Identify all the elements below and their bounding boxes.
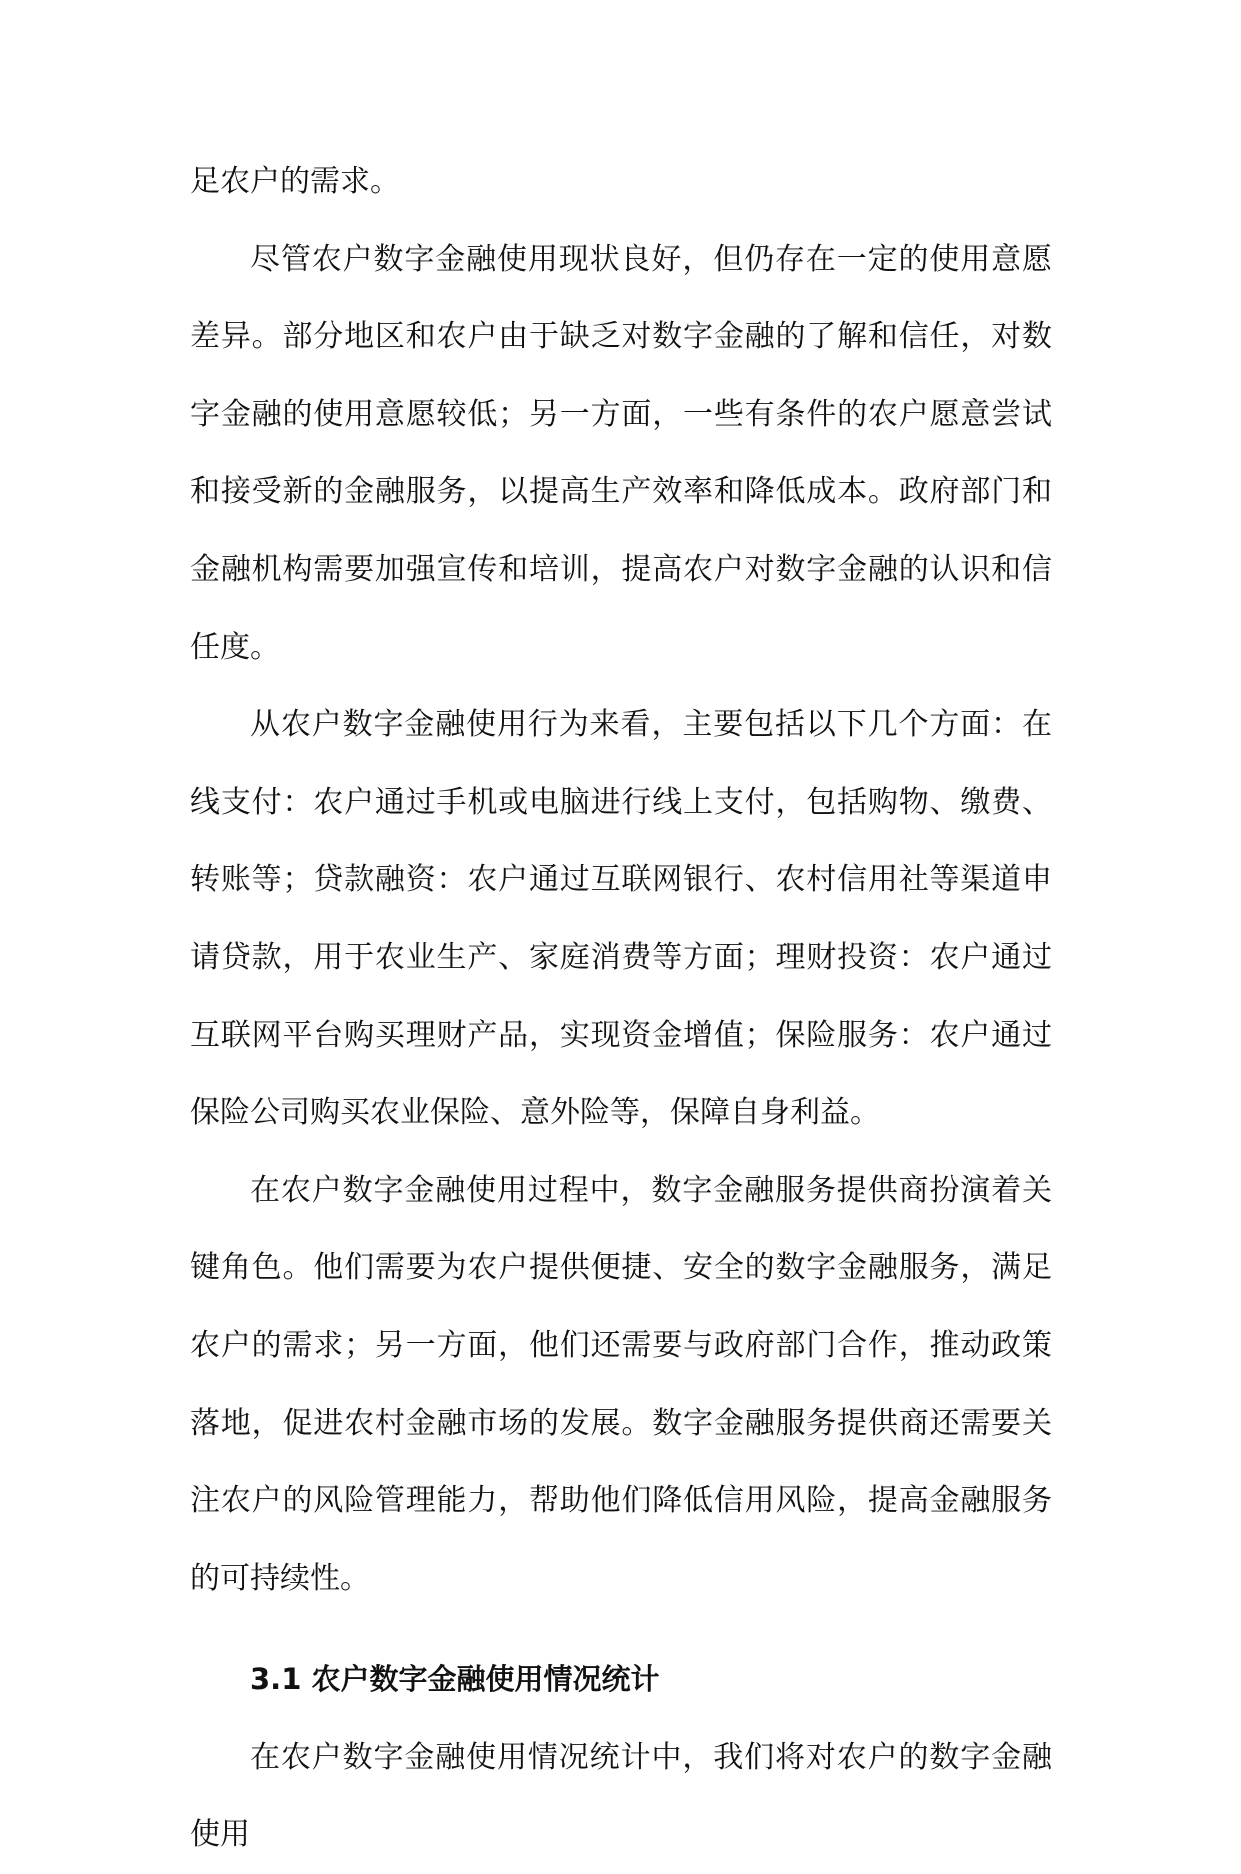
paragraph-statistics-intro: 在农户数字金融使用情况统计中，我们将对农户的数字金融使用 — [190, 1739, 1052, 1853]
paragraph-continuation: 足农户的需求。 — [190, 164, 400, 199]
paragraph-service-providers: 在农户数字金融使用过程中，数字金融服务提供商扮演着关键角色。他们需要为农户提供便捷、安全的数字金融服务，满足农户的需求；另一方面，他们还需要与政府部门合作，推动政策落地，促进农村金融市场的发展。数字金融服务提供商还需要关注农户的风险管理能力，帮助他们降低信用风险，提高金融服务的可持续性。 — [190, 1172, 1052, 1596]
document-body — [190, 143, 1052, 1874]
paragraph-usage-willingness: 尽管农户数字金融使用现状良好，但仍存在一定的使用意愿差异。部分地区和农户由于缺乏对数字金融的了解和信任，对数字金融的使用意愿较低；另一方面，一些有条件的农户愿意尝试和接受新的金融服务，以提高生产效率和降低成本。政府部门和金融机构需要加强宣传和培训，提高农户对数字金融的认识和信任度。 — [190, 241, 1052, 665]
section-heading: 3.1 农户数字金融使用情况统计 — [250, 1662, 660, 1697]
paragraph-usage-behavior: 从农户数字金融使用行为来看，主要包括以下几个方面：在线支付：农户通过手机或电脑进行线上支付，包括购物、缴费、转账等；贷款融资：农户通过互联网银行、农村信用社等渠道申请贷款，用于农业生产、家庭消费等方面；理财投资：农户通过互联网平台购买理财产品，实现资金增值；保险服务：农户通过保险公司购买农业保险、意外险等，保障自身利益。 — [190, 707, 1052, 1131]
